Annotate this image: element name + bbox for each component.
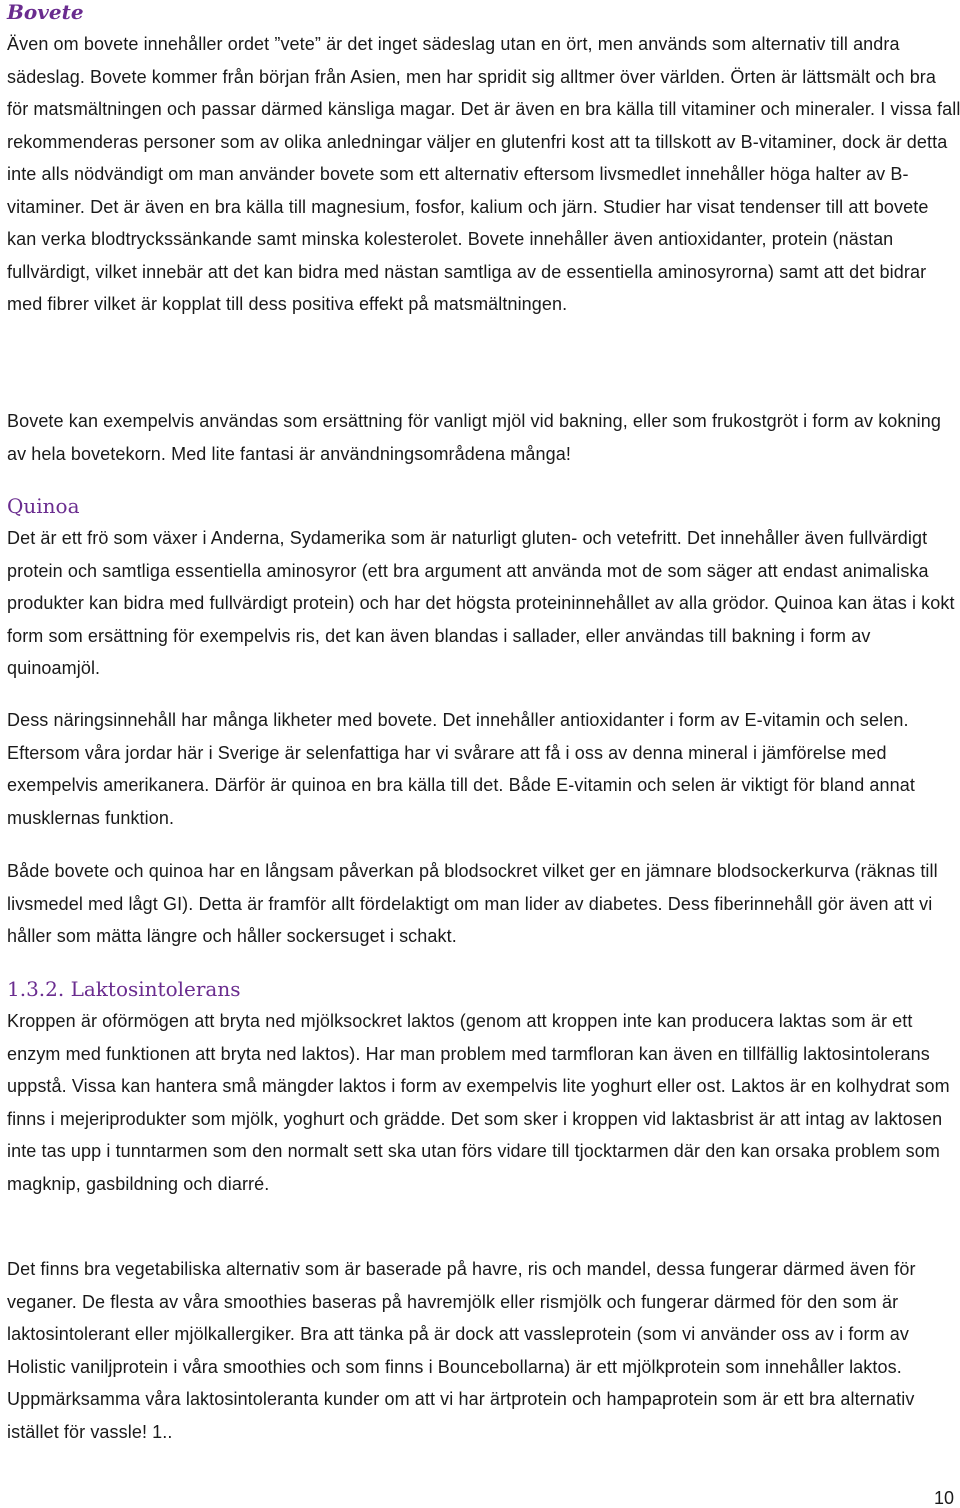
paragraph-blood-sugar: Både bovete och quinoa har en långsam påverkan på blodsockret vilket ger en jämnare blodsockerkurva (räknas till livsmedel med lågt GI). Detta är framför allt fördelaktigt om man lider av diabetes. Dess fiberinnehåll gör även att vi håller som mätta längre och håller sockersuget i schakt. [7,861,938,946]
page-number: 10 [933,1488,954,1508]
paragraph-laktos-intro: Kroppen är oförmögen att bryta ned mjölksockret laktos (genom att kroppen inte kan producera laktas som är ett enzym med funktionen att bryta ned laktos). Har man problem med tarmfloran kan även en tillfällig laktosintolerans uppstå. Vissa kan hantera små mängder laktos i form av exempelvis lite yoghurt eller ost. Laktos är en kolhydrat som finns i mejeriprodukter som mjölk, yoghurt och grädde. Det som sker i kroppen vid laktasbrist är att intag av laktosen inte tas upp i tunntarmen som den normalt sett ska utan förs vidare till tjocktarmen där den kan orsaka problem som magknip, gasbildning och diarré. [7,1011,950,1194]
paragraph-bovete-intro: Även om bovete innehåller ordet ”vete” är det inget sädeslag utan en ört, men används som alternativ till andra sädeslag. Bovete kommer från början från Asien, men har spridit sig alltmer över världen. Örten är lättsmält och bra för matsmältningen och passar därmed känsliga magar. Det är även en bra källa till vitaminer och mineraler. I vissa fall rekommenderas personer som av olika anledningar väljer en glutenfri kost att ta tillskott av B-vitaminer, dock är detta inte alls nödvändigt om man använder bovete som ett alternativ eftersom livsmedlet innehåller höga halter av B-vitaminer. Det är även en bra källa till magnesium, fosfor, kalium och järn. Studier har visat tendenser till att bovete kan verka blodtryckssänkande samt minska kolesterolet. Bovete innehåller även antioxidanter, protein (nästan fullvärdigt, vilket innebär att det kan bidra med nästan samtliga av de essentiella aminosyrorna) samt att det bidrar med fibrer vilket är kopplat till dess positiva effekt på matsmältningen. [7,34,960,314]
paragraph-quinoa-nutrition: Dess näringsinnehåll har många likheter med bovete. Det innehåller antioxidanter i form av E-vitamin och selen. Eftersom våra jordar här i Sverige är selenfattiga har vi svårare att få i oss av denna mineral i jämförelse med exempelvis amerikanera. Därför är quinoa en bra källa till det. Både E-vitamin och selen är viktigt för bland annat musklernas funktion. [7,710,915,828]
heading-quinoa: Quinoa [7,494,80,518]
heading-bovete: Bovete [7,0,84,24]
paragraph-laktos-alternatives: Det finns bra vegetabiliska alternativ som är baserade på havre, ris och mandel, dessa fungerar därmed även för veganer. De flesta av våra smoothies baseras på havremjölk eller rismjölk och fungerar därmed för den som är laktosintolerant eller mjölkallergiker. Bra att tänka på är dock att vassleprotein (som vi använder oss av i form av Holistic vaniljprotein i våra smoothies och som finns i Bouncebollarna) är ett mjölkprotein som innehåller laktos. Uppmärksamma våra laktosintoleranta kunder om att vi har ärtprotein och hampaprotein som är ett bra alternativ istället för vassle! 1.. [7,1259,916,1442]
paragraph-quinoa-intro: Det är ett frö som växer i Anderna, Sydamerika som är naturligt gluten- och vetefritt. Det innehåller även fullvärdigt protein och samtliga essentiella aminosyror (ett bra argument att använda mot de som säger att endast animaliska produkter kan bidra med fullvärdigt protein) och har det högsta proteininnehållet av alla grödor. Quinoa kan ätas i kokt form som ersättning för exempelvis ris, det kan även blandas i sallader, eller användas till bakning i form av quinoamjöl. [7,528,955,678]
heading-laktosintolerans: 1.3.2. Laktosintolerans [7,977,241,1001]
paragraph-bovete-usage: Bovete kan exempelvis användas som ersättning för vanligt mjöl vid bakning, eller som frukostgröt i form av kokning av hela bovetekorn. Med lite fantasi är användningsområdena många! [7,411,941,464]
